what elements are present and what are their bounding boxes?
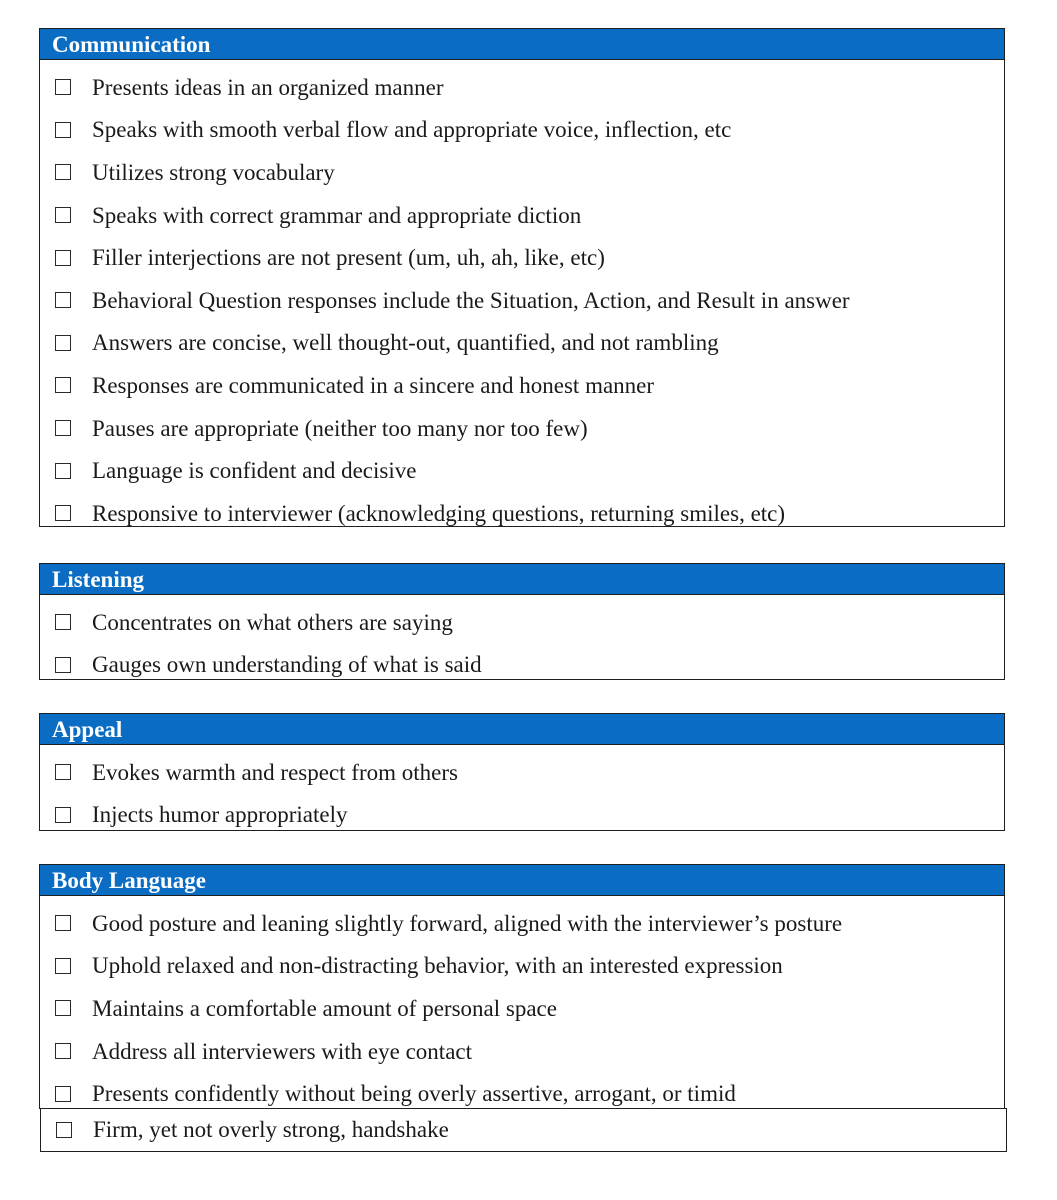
checklist-item	[40, 987, 1004, 1030]
checklist-item-label: Injects humor appropriately	[92, 802, 348, 828]
checklist-item-label: Speaks with smooth verbal flow and appropriate voice, inflection, etc	[92, 117, 732, 143]
checkbox[interactable]	[55, 79, 71, 95]
checklist-item	[40, 279, 1004, 322]
checklist-item-label: Behavioral Question responses include the Situation, Action, and Result in answer	[92, 287, 850, 313]
checklist	[40, 595, 1004, 686]
checklist-item	[40, 364, 1004, 407]
section-listening	[39, 563, 1005, 680]
checklist-item	[40, 449, 1004, 492]
checklist-item	[40, 151, 1004, 194]
checklist-item-label: Pauses are appropriate (neither too many nor too few)	[92, 415, 588, 441]
checklist-item-label: Firm, yet not overly strong, handshake	[93, 1117, 449, 1142]
checklist-item	[40, 902, 1004, 945]
checklist-item	[40, 492, 1004, 535]
checklist-item-label: Answers are concise, well thought-out, quantified, and not rambling	[92, 330, 719, 356]
checklist-item-label: Responsive to interviewer (acknowledging questions, returning smiles, etc)	[92, 500, 786, 526]
checklist-item-label: Speaks with correct grammar and appropriate diction	[92, 202, 582, 228]
checklist-item	[40, 236, 1004, 279]
checklist-item-label: Maintains a comfortable amount of personal space	[92, 995, 557, 1021]
checklist-item	[40, 945, 1004, 988]
checklist-item-handshake	[40, 1108, 1007, 1152]
section-body-language	[39, 864, 1005, 1109]
checkbox[interactable]	[55, 764, 71, 780]
checklist	[40, 60, 1004, 535]
checklist-item	[40, 322, 1004, 365]
checkbox[interactable]	[56, 1122, 72, 1138]
section-appeal	[39, 713, 1005, 831]
section-communication	[39, 28, 1005, 527]
checkbox[interactable]	[55, 164, 71, 180]
checkbox[interactable]	[55, 1086, 71, 1102]
checklist-item-label: Concentrates on what others are saying	[92, 609, 453, 635]
checkbox[interactable]	[55, 958, 71, 974]
checkbox[interactable]	[55, 463, 71, 479]
checkbox[interactable]	[55, 505, 71, 521]
checklist-item	[40, 644, 1004, 687]
checklist-item	[40, 66, 1004, 109]
checklist-item-label: Good posture and leaning slightly forward, aligned with the interviewer’s posture	[92, 910, 843, 936]
checkbox[interactable]	[55, 807, 71, 823]
checkbox[interactable]	[55, 122, 71, 138]
checklist-item-label: Responses are communicated in a sincere and honest manner	[92, 372, 655, 398]
checklist-item	[40, 407, 1004, 450]
section-title: Listening	[40, 564, 1004, 595]
checklist-item-label: Language is confident and decisive	[92, 458, 417, 484]
checklist-item	[40, 601, 1004, 644]
checklist-item-label: Address all interviewers with eye contact	[92, 1038, 473, 1064]
checklist-item-label: Utilizes strong vocabulary	[92, 159, 335, 185]
checkbox[interactable]	[55, 915, 71, 931]
checkbox[interactable]	[55, 207, 71, 223]
checkbox[interactable]	[55, 1043, 71, 1059]
checkbox[interactable]	[55, 292, 71, 308]
section-title: Appeal	[40, 714, 1004, 745]
checklist-item	[40, 109, 1004, 152]
section-title: Body Language	[40, 865, 1004, 896]
checklist-item	[40, 194, 1004, 237]
checklist-item	[40, 751, 1004, 794]
checklist-item-label: Uphold relaxed and non-distracting behavior, with an interested expression	[92, 953, 783, 979]
checklist-item-label: Filler interjections are not present (um, uh, ah, like, etc)	[92, 245, 605, 271]
checkbox[interactable]	[55, 1000, 71, 1016]
checklist-item-label: Presents ideas in an organized manner	[92, 74, 444, 100]
checklist	[40, 745, 1004, 836]
checkbox[interactable]	[55, 335, 71, 351]
section-title: Communication	[40, 29, 1004, 60]
checklist-item	[40, 1030, 1004, 1073]
checklist-item-label: Gauges own understanding of what is said	[92, 652, 482, 678]
checkbox[interactable]	[55, 614, 71, 630]
checkbox[interactable]	[55, 420, 71, 436]
checklist-item-label: Evokes warmth and respect from others	[92, 759, 458, 785]
checklist-item	[40, 794, 1004, 837]
checklist	[40, 896, 1004, 1115]
checkbox[interactable]	[55, 657, 71, 673]
checklist-item-label: Presents confidently without being overly assertive, arrogant, or timid	[92, 1081, 736, 1107]
checkbox[interactable]	[55, 250, 71, 266]
checkbox[interactable]	[55, 377, 71, 393]
